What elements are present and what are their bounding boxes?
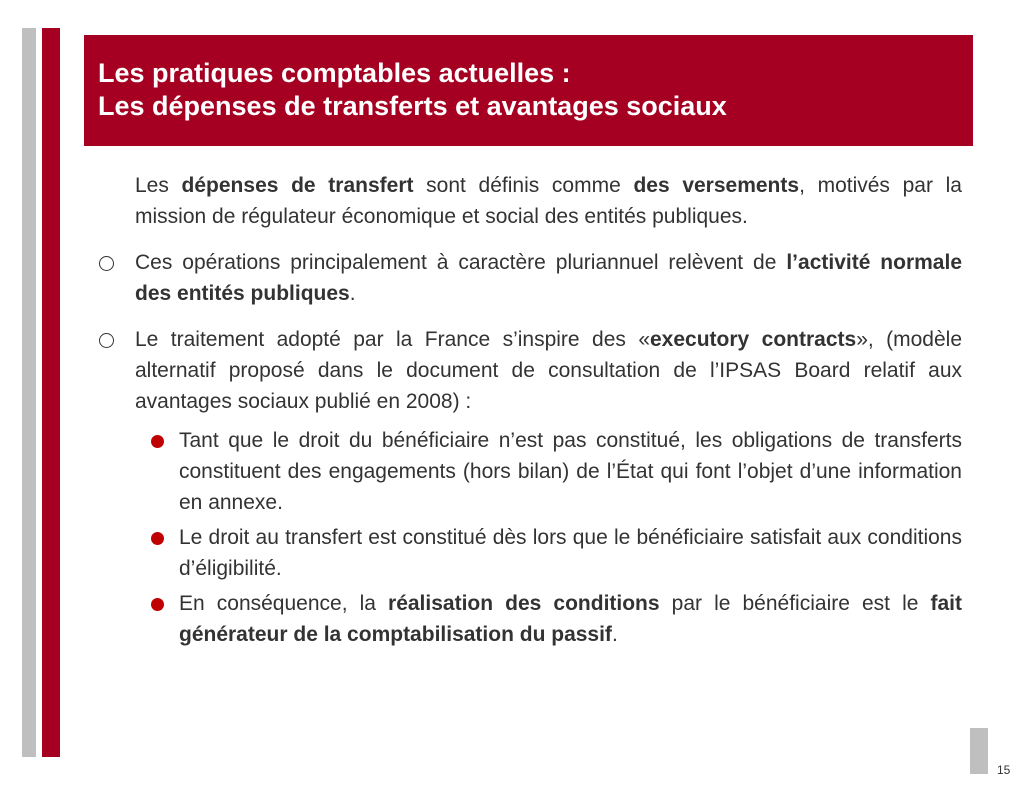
- text: .: [611, 623, 618, 646]
- corner-gray-bar: [970, 728, 988, 774]
- bold-text: fait générateur de la comptabilisation du passif: [179, 592, 962, 646]
- text: En conséquence, la: [179, 592, 389, 615]
- bold-text: des versements: [633, 174, 800, 197]
- bold-text: dépenses de transfert: [181, 174, 414, 197]
- page-number: 15: [997, 763, 1011, 777]
- title-banner: [84, 35, 973, 146]
- text: », (modèle alternatif proposé dans le document de consultation de l’IPSAS Board relatif aux avantages sociaux publié en 2008) :: [135, 328, 962, 413]
- text: Ces opérations principalement à caractère pluriannuel relèvent de: [135, 251, 787, 274]
- bold-text: executory contracts: [650, 328, 857, 351]
- bullet-treatment: [135, 324, 962, 650]
- bullet-operations: [135, 247, 962, 309]
- red-dot-bullet-icon: [151, 598, 164, 611]
- bold-text: l’activité normale des entités publiques: [135, 251, 962, 305]
- sub-bullet-obligations: [179, 425, 962, 518]
- text: sont définis comme: [413, 174, 634, 197]
- hollow-circle-bullet-icon: [99, 256, 114, 271]
- sub-bullet-consequence: [179, 588, 962, 650]
- left-red-bar: [42, 28, 60, 757]
- paragraph-definition: [135, 170, 962, 232]
- sub-bullet-droit: [179, 522, 962, 584]
- title-line-1: Les pratiques comptables actuelles :: [98, 58, 571, 88]
- red-dot-bullet-icon: [151, 532, 164, 545]
- text: Les: [135, 174, 182, 197]
- text: , motivés par la mission de régulateur économique et social des entités publiques.: [135, 174, 962, 228]
- title-line-2: Les dépenses de transferts et avantages sociaux: [98, 91, 727, 121]
- hollow-circle-bullet-icon: [99, 333, 114, 348]
- red-dot-bullet-icon: [151, 435, 164, 448]
- text: .: [349, 282, 356, 305]
- text: Le droit au transfert est constitué dès lors que le bénéficiaire satisfait aux conditions d’éligibilité.: [179, 526, 962, 580]
- text: Tant que le droit du bénéficiaire n’est pas constitué, les obligations de transferts constituent des engagements (hors bilan) de l’État qui font l’objet d’une information en annexe.: [179, 429, 962, 514]
- left-gray-bar: [22, 28, 36, 757]
- text: Le traitement adopté par la France s’inspire des «: [135, 328, 650, 351]
- bold-text: réalisation des conditions: [388, 592, 660, 615]
- slide-body: [135, 170, 962, 650]
- text: par le bénéficiaire est le: [659, 592, 931, 615]
